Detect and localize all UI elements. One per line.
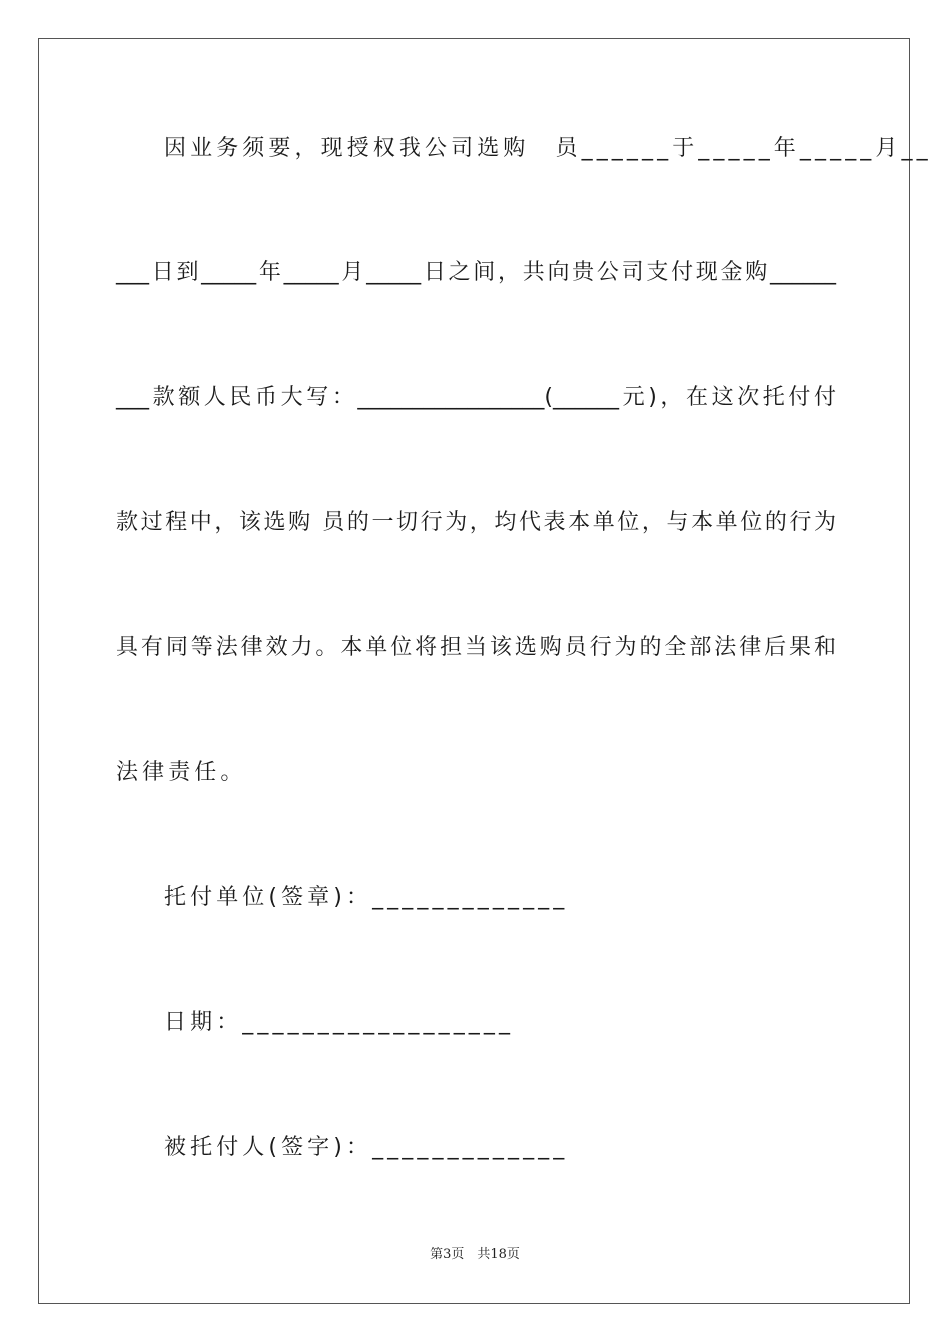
paragraph-line-2: ___日到_____年_____月_____日之间，共向贵公司支付现金购______: [116, 260, 836, 285]
page-number-footer: 第3页 共18页: [430, 1247, 520, 1262]
paragraph-line-3: ___款额人民币大写：_________________(______元)，在这次托付付: [116, 385, 836, 410]
entrusted-person-field: 被托付人(签字)：_____________: [164, 1135, 569, 1160]
paragraph-line-6: 法律责任。: [116, 760, 247, 785]
page-border: [38, 38, 932, 1304]
entrusting-unit-field: 托付单位(签章)：_____________: [164, 885, 569, 910]
date-field: 日期：__________________: [164, 1010, 515, 1035]
paragraph-line-4: 款过程中，该选购 员的一切行为，均代表本单位，与本单位的行为: [116, 510, 836, 535]
paragraph-line-5: 具有同等法律效力。本单位将担当该选购员行为的全部法律后果和: [116, 635, 836, 660]
paragraph-line-1: 因业务须要，现授权我公司选购 员______于_____年_____月__: [164, 136, 932, 161]
